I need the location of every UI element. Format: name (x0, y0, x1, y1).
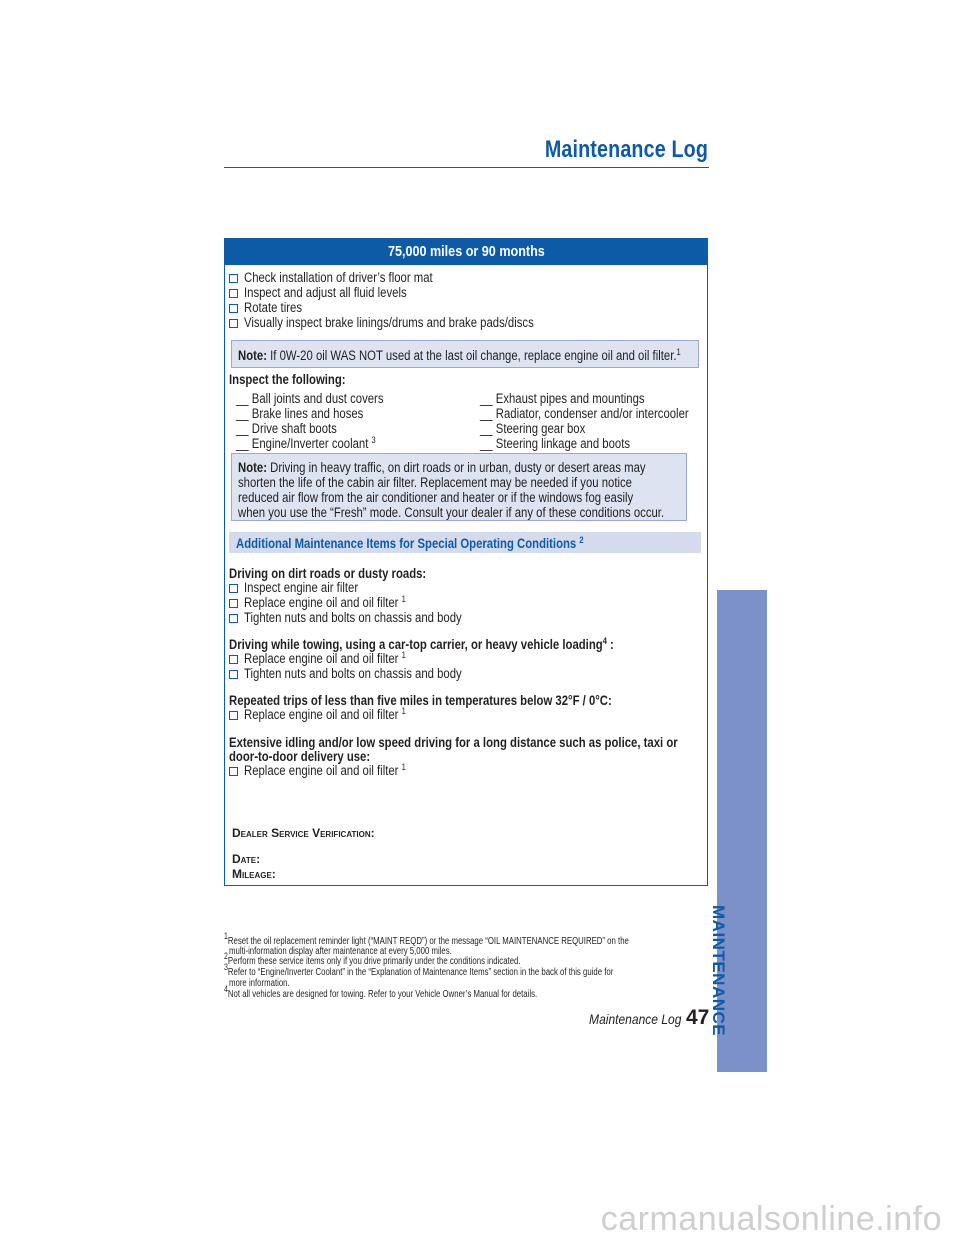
checkbox-icon[interactable] (229, 614, 238, 623)
cabin-filter-note-line: when you use the “Fresh” mode. Consult your dealer if any of these conditions occur. (238, 505, 665, 520)
cabin-filter-note-line: Note: Driving in heavy traffic, on dirt roads or in urban, dusty or desert areas may (238, 460, 646, 475)
page-title: Maintenance Log (544, 136, 708, 163)
cabin-filter-note-line: reduced air flow from the air conditioner and heater or if the windows fog easily (238, 490, 634, 505)
inspect-item: __ Steering gear box (480, 421, 586, 436)
footer-label: Maintenance Log (588, 1011, 681, 1027)
section-tab-label: MAINTENANCE (709, 905, 728, 1037)
checkbox-icon[interactable] (229, 655, 238, 664)
maintenance-box (224, 238, 708, 886)
condition-item: Replace engine oil and oil filter $^1$ (229, 651, 437, 666)
cabin-filter-note-line: shorten the life of the cabin air filter. Replacement may be needed if you notice (238, 475, 632, 490)
inspect-item: __ Drive shaft boots (236, 421, 337, 436)
condition-item: Tighten nuts and bolts on chassis and body (229, 610, 503, 625)
condition-title: Driving on dirt roads or dusty roads: (229, 566, 427, 581)
footnote: more information. (229, 978, 290, 989)
checkbox-icon[interactable] (229, 584, 238, 593)
oil-note: Note: If 0W-20 oil WAS NOT used at the last oil change, replace engine oil and oil filter.$^1$ (238, 347, 681, 363)
checklist-item: Visually inspect brake linings/drums and brake pads/discs (229, 315, 589, 330)
condition-item: Inspect engine air filter (229, 580, 380, 595)
footnote: multi-information display after maintenance at every 5,000 miles. (229, 946, 452, 957)
footnote: $^3$Refer to “Engine/Inverter Coolant” in the “Explanation of Maintenance Items” section in the back of this guide for (224, 962, 614, 978)
watermark: carmanualsonline.info (600, 1200, 942, 1238)
checkbox-icon[interactable] (229, 319, 238, 328)
condition-item: Tighten nuts and bolts on chassis and body (229, 666, 503, 681)
checklist-item: Check installation of driver’s floor mat (229, 270, 469, 285)
condition-title: Driving while towing, using a car-top carrier, or heavy vehicle loading$^4$ : (229, 636, 614, 652)
condition-item: Replace engine oil and oil filter $^1$ (229, 763, 437, 778)
footnote: $^4$Not all vehicles are designed for towing. Refer to your Vehicle Owner’s Manual for details. (224, 984, 538, 1000)
footnote: $^2$Perform these service items only if you drive primarily under the conditions indicated. (224, 951, 521, 967)
inspect-heading: Inspect the following: (229, 372, 346, 387)
checklist-item: Rotate tires (229, 300, 313, 315)
checklist-item: Inspect and adjust all fluid levels (229, 285, 438, 300)
condition-item: Replace engine oil and oil filter $^1$ (229, 595, 437, 610)
checkbox-icon[interactable] (229, 304, 238, 313)
checkbox-icon[interactable] (229, 599, 238, 608)
condition-title: Repeated trips of less than five miles in temperatures below 32°F / 0°C: (229, 693, 612, 708)
inspect-item: __ Radiator, condenser and/or intercooler (480, 406, 689, 421)
inspect-item: __ Brake lines and hoses (236, 406, 364, 421)
condition-title: Extensive idling and/or low speed driving for a long distance such as police, taxi or (229, 735, 678, 750)
interval-heading: 75,000 miles or 90 months (225, 239, 707, 265)
checkbox-icon[interactable] (229, 767, 238, 776)
checkbox-icon[interactable] (229, 289, 238, 298)
condition-title: door-to-door delivery use: (229, 749, 371, 764)
title-divider (224, 167, 709, 168)
date-label: Date: (232, 852, 261, 866)
dealer-verification-label: Dealer Service Verification: (232, 826, 375, 840)
footnote: $^1$Reset the oil replacement reminder light (“MAINT REQD”) or the message “OIL MAINTENANCE REQUIRED” on the (224, 931, 629, 947)
checkbox-icon[interactable] (229, 711, 238, 720)
inspect-item: __ Engine/Inverter coolant $^3$ (236, 435, 376, 451)
inspect-item: __ Ball joints and dust covers (236, 391, 384, 406)
page-number: 47 (686, 1006, 710, 1029)
mileage-label: Mileage: (232, 867, 276, 881)
condition-item: Replace engine oil and oil filter $^1$ (229, 707, 437, 722)
checkbox-icon[interactable] (229, 670, 238, 679)
inspect-item: __ Exhaust pipes and mountings (480, 391, 645, 406)
checkbox-icon[interactable] (229, 274, 238, 283)
additional-heading: Additional Maintenance Items for Special Operating Conditions $^2$ (236, 535, 584, 551)
inspect-item: __ Steering linkage and boots (480, 436, 631, 451)
